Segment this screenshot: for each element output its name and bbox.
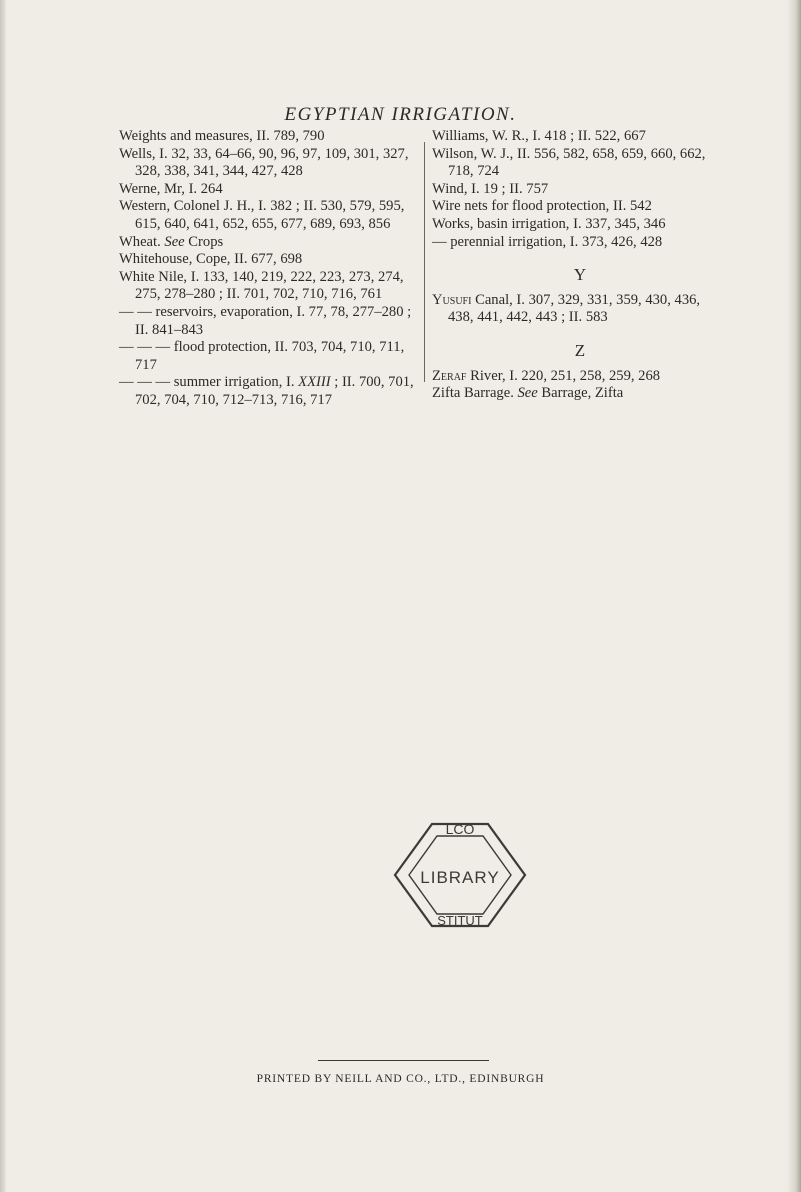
index-entry: Western, Colonel J. H., I. 382 ; II. 530, 579, 595, 615, 640, 641, 652, 655, 677, 689, 693, 856 xyxy=(119,198,405,232)
section-letter-z: Z xyxy=(574,340,586,360)
index-subentry: — perennial irrigation, I. 373, 426, 428 xyxy=(432,233,663,250)
left-index-column xyxy=(119,128,417,410)
index-entry: Yusufi Canal, I. 307, 329, 331, 359, 430, 436, 438, 441, 442, 443 ; II. 583 xyxy=(432,291,701,326)
index-entry: Weights and measures, II. 789, 790 xyxy=(119,128,325,144)
index-subentry: — — — flood protection, II. 703, 704, 710, 711, 717 xyxy=(119,339,405,373)
index-entry: Wells, I. 32, 33, 64–66, 90, 96, 97, 109, 301, 327, 328, 338, 341, 344, 427, 428 xyxy=(119,145,409,180)
stamp-bottom-text: STITUT xyxy=(437,913,483,928)
stamp-top-text: LCO xyxy=(445,821,475,837)
index-entry: Williams, W. R., I. 418 ; II. 522, 667 xyxy=(432,128,646,144)
index-subentry: — — reservoirs, evaporation, I. 77, 78, 277–280 ; II. 841–843 xyxy=(119,303,412,338)
right-index-column xyxy=(432,128,728,403)
index-entry: Werne, Mr, I. 264 xyxy=(119,180,223,197)
index-subentry: — — — summer irrigation, I. XXIII ; II. 700, 701, 702, 704, 710, 712–713, 716, 717 xyxy=(119,374,414,408)
footer-rule xyxy=(318,1060,489,1061)
running-head: EGYPTIAN IRRIGATION. xyxy=(284,104,517,125)
index-entry: Zifta Barrage. See Barrage, Zifta xyxy=(432,385,624,402)
index-entry: Wind, I. 19 ; II. 757 xyxy=(432,180,549,197)
index-entry: Wilson, W. J., II. 556, 582, 658, 659, 660, 662, 718, 724 xyxy=(432,145,706,180)
index-entry: Whitehouse, Cope, II. 677, 698 xyxy=(119,251,303,268)
index-entry: White Nile, I. 133, 140, 219, 222, 223, 273, 274, 275, 278–280 ; II. 701, 702, 710, 716, 761 xyxy=(119,268,404,303)
page-left-edge xyxy=(0,0,6,1192)
printer-imprint: PRINTED BY NEILL AND CO., LTD., EDINBURGH xyxy=(256,1073,545,1085)
section-letter-y: Y xyxy=(573,265,587,285)
index-entry: Wheat. See Crops xyxy=(119,233,224,250)
library-stamp xyxy=(385,800,535,950)
index-entry: Zeraf River, I. 220, 251, 258, 259, 268 xyxy=(432,367,661,384)
index-entry: Wire nets for flood protection, II. 542 xyxy=(432,198,652,215)
index-entry: Works, basin irrigation, I. 337, 345, 346 xyxy=(432,215,666,232)
stamp-middle-text: LIBRARY xyxy=(420,868,500,887)
page-right-edge xyxy=(787,0,801,1192)
column-divider xyxy=(424,142,425,382)
